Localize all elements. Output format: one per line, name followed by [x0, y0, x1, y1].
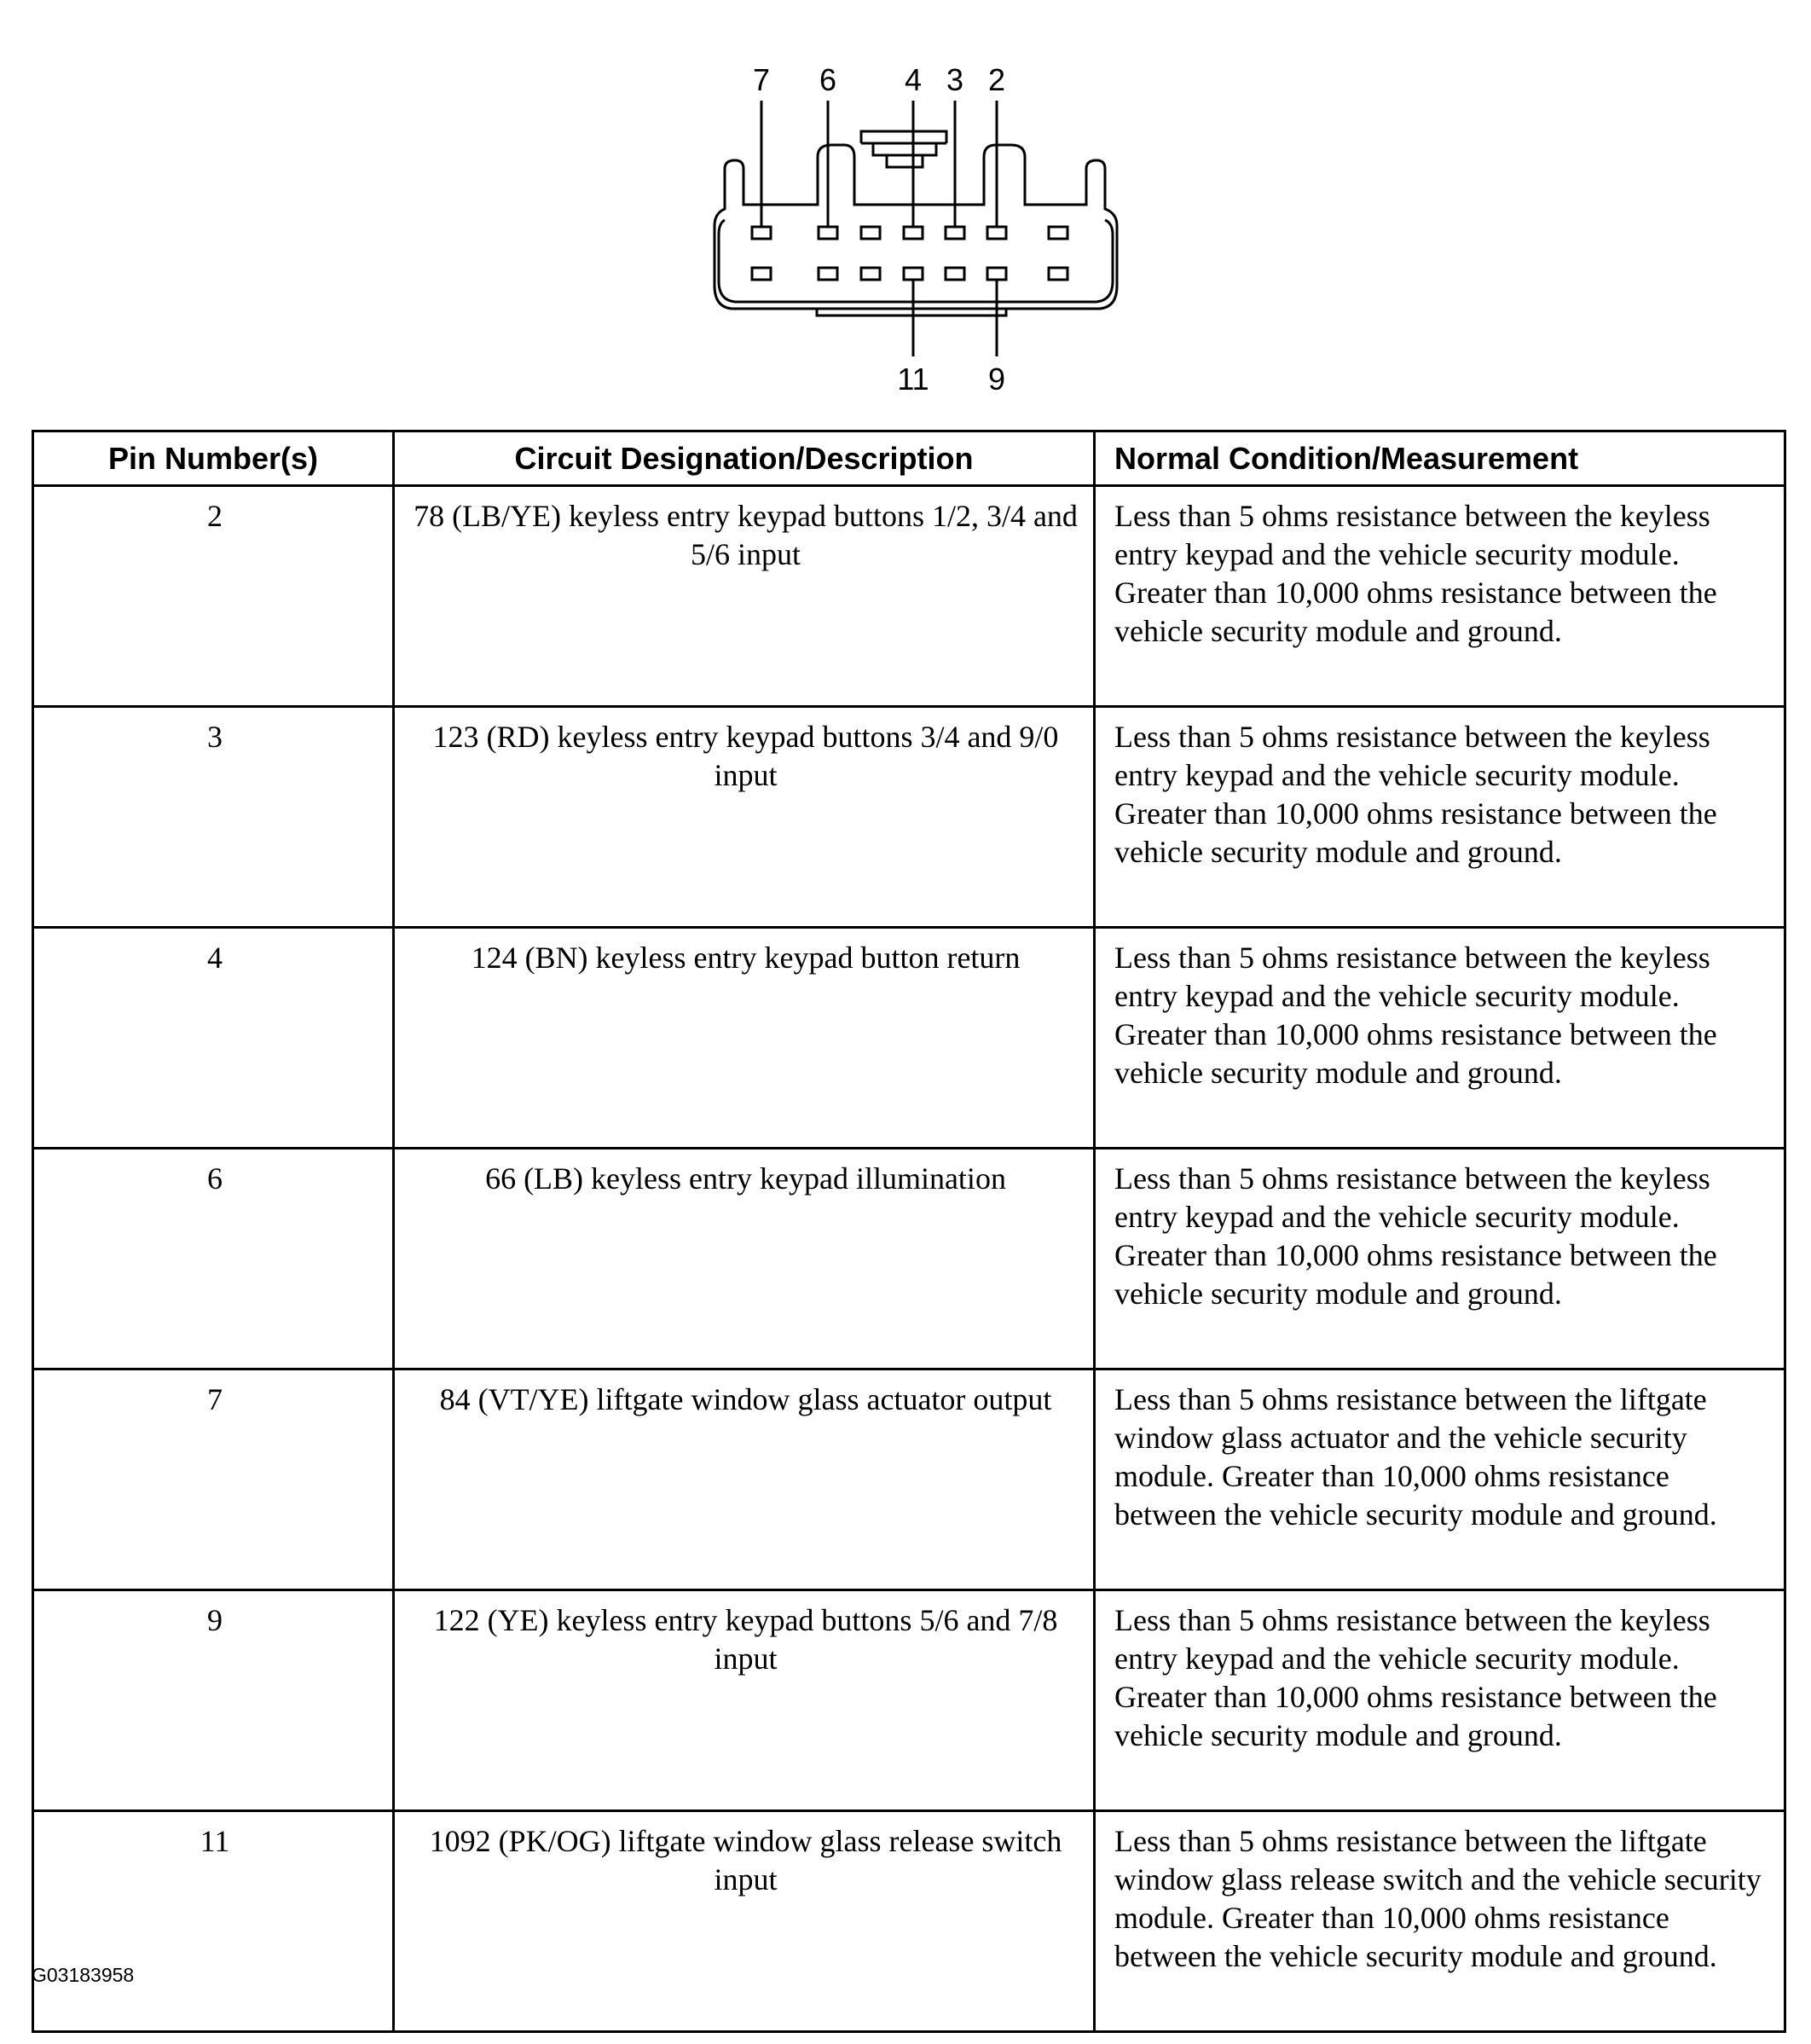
pin-label-11: 11 [897, 362, 929, 397]
pin-label-4: 4 [904, 62, 923, 97]
circuit-cell: 122 (YE) keyless entry keypad buttons 5/6 and 7/8 input [394, 1590, 1095, 1811]
table-row [33, 486, 1785, 707]
pin-label-6: 6 [819, 62, 837, 97]
header-circuit-designation: Circuit Designation/Description [394, 431, 1095, 486]
pin-table [32, 430, 1786, 2033]
pin-number-cell: 2 [33, 486, 394, 707]
condition-cell: Less than 5 ohms resistance between the keyless entry keypad and the vehicle security module. Greater than 10,000 ohms resistance between the vehicle security module and ground. [1095, 707, 1785, 928]
table-row [33, 1811, 1785, 2032]
pin-number-cell: 6 [33, 1149, 394, 1369]
condition-cell: Less than 5 ohms resistance between the liftgate window glass release switch and the vehicle security module. Greater than 10,000 ohms resistance between the vehicle security module and ground. [1095, 1811, 1785, 2032]
table-row [33, 1369, 1785, 1590]
pin-number-cell: 4 [33, 928, 394, 1149]
pin-number-cell: 3 [33, 707, 394, 928]
header-normal-condition: Normal Condition/Measurement [1095, 431, 1785, 486]
table-row [33, 707, 1785, 928]
condition-cell: Less than 5 ohms resistance between the keyless entry keypad and the vehicle security module. Greater than 10,000 ohms resistance between the vehicle security module and ground. [1095, 1149, 1785, 1369]
table-row [33, 1149, 1785, 1369]
circuit-cell: 124 (BN) keyless entry keypad button return [394, 928, 1095, 1149]
circuit-cell: 84 (VT/YE) liftgate window glass actuator output [394, 1369, 1095, 1590]
header-pin-number: Pin Number(s) [33, 431, 394, 486]
condition-cell: Less than 5 ohms resistance between the liftgate window glass actuator and the vehicle security module. Greater than 10,000 ohms resistance between the vehicle security module and ground. [1095, 1369, 1785, 1590]
circuit-cell: 78 (LB/YE) keyless entry keypad buttons 1/2, 3/4 and 5/6 input [394, 486, 1095, 707]
pin-number-cell: 11 [33, 1811, 394, 2032]
pin-label-9: 9 [987, 362, 1006, 397]
table-header-row [33, 431, 1785, 486]
circuit-cell: 66 (LB) keyless entry keypad illumination [394, 1149, 1095, 1369]
pin-label-3: 3 [946, 62, 964, 97]
pin-number-cell: 7 [33, 1369, 394, 1590]
circuit-cell: 1092 (PK/OG) liftgate window glass release switch input [394, 1811, 1095, 2032]
connector-housing [715, 131, 1117, 316]
pin-number-cell: 9 [33, 1590, 394, 1811]
connector-bottom-pin-labels [897, 362, 1005, 397]
condition-cell: Less than 5 ohms resistance between the keyless entry keypad and the vehicle security module. Greater than 10,000 ohms resistance between the vehicle security module and ground. [1095, 1590, 1785, 1811]
condition-cell: Less than 5 ohms resistance between the keyless entry keypad and the vehicle security module. Greater than 10,000 ohms resistance between the vehicle security module and ground. [1095, 486, 1785, 707]
circuit-cell: 123 (RD) keyless entry keypad buttons 3/4 and 9/0 input [394, 707, 1095, 928]
pin-label-2: 2 [987, 62, 1006, 97]
connector-cavities [752, 227, 1068, 280]
condition-cell: Less than 5 ohms resistance between the keyless entry keypad and the vehicle security module. Greater than 10,000 ohms resistance between the vehicle security module and ground. [1095, 928, 1785, 1149]
table-row [33, 928, 1785, 1149]
figure-id: G03183958 [32, 1964, 135, 1986]
table-row [33, 1590, 1785, 1811]
pin-label-7: 7 [752, 62, 771, 97]
connector-top-pin-labels [753, 62, 1005, 97]
connector-diagram [0, 0, 1811, 409]
